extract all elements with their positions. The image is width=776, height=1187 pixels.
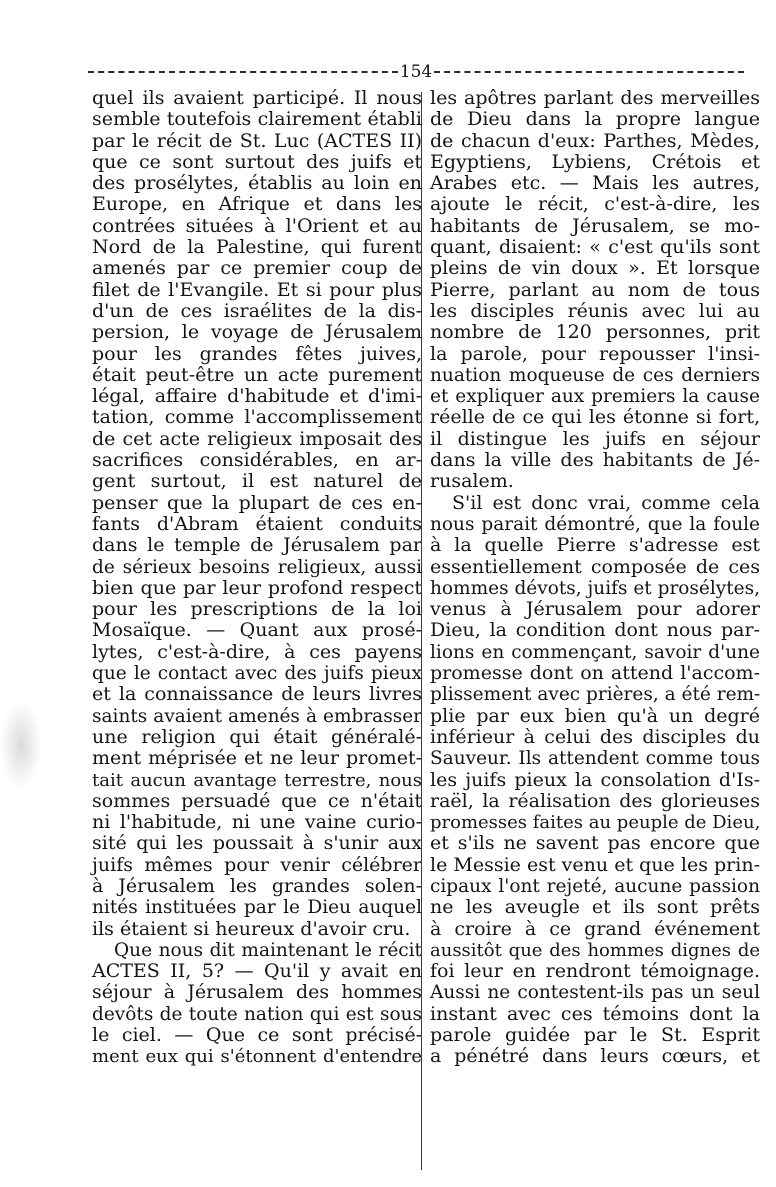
text-line: d'un de ces israélites de la dis- xyxy=(92,299,422,322)
header-rule-left xyxy=(88,71,398,73)
text-line: hommes dévots, juifs et prosélytes, xyxy=(430,577,760,599)
text-line: des prosélytes, établis au loin en xyxy=(92,172,422,195)
text-line: les juifs pieux la consolation d'Is- xyxy=(430,768,760,791)
text-line: aussitôt que des hommes dignes de xyxy=(430,939,760,961)
text-line: habitants de Jérusalem, se mo- xyxy=(430,214,760,237)
text-line: cipaux l'ont rejeté, aucune passion xyxy=(430,875,760,897)
text-line: et s'ils ne savent pas encore que xyxy=(430,832,760,855)
text-line: a pénétré dans leurs cœurs, et xyxy=(430,1045,760,1068)
text-line: sité qui les poussait à s'unir aux xyxy=(92,832,422,855)
text-line: gent surtout, il est naturel de xyxy=(92,470,422,493)
text-line: inférieur à celui des disciples du xyxy=(430,725,760,748)
text-line: par le récit de St. Luc (ACTES II) xyxy=(92,129,422,152)
text-line: nombre de 120 personnes, prit xyxy=(430,321,760,344)
text-line: juifs mêmes pour venir célébrer xyxy=(92,853,422,876)
text-line: penser que la plupart de ces en- xyxy=(92,491,422,514)
text-line: Pierre, parlant au nom de tous xyxy=(430,278,760,301)
text-line: et expliquer aux premiers la cause xyxy=(430,386,760,408)
text-line: de sérieux besoins religieux, aussi xyxy=(92,556,422,578)
text-line: sacrifices considérables, en ar- xyxy=(92,449,422,472)
text-line: pour les grandes fêtes juives, xyxy=(92,342,422,365)
text-line: une religion qui était généralé- xyxy=(92,725,422,748)
text-line: de Dieu dans la propre langue xyxy=(430,108,760,131)
text-line: de chacun d'eux: Parthes, Mèdes, xyxy=(430,129,760,152)
text-line: les apôtres parlant des merveilles xyxy=(430,87,760,109)
text-line: Que nous dit maintenant le récit xyxy=(114,939,422,961)
text-line: pleins de vin doux ». Et lorsque xyxy=(430,257,760,280)
text-line: Europe, en Afrique et dans les xyxy=(92,193,422,216)
text-line: contrées situées à l'Orient et au xyxy=(92,214,422,237)
text-line: de cet acte religieux imposait des xyxy=(92,427,422,450)
text-line: ajoute le récit, c'est-à-dire, les xyxy=(430,193,760,216)
text-line: promesses faites au peuple de Dieu, xyxy=(430,812,761,834)
text-line: nuation moqueuse de ces derniers xyxy=(430,364,760,386)
text-line: quant, disaient: « c'est qu'ils sont xyxy=(430,236,760,259)
left-text-column xyxy=(92,88,422,1068)
text-line: ACTES II, 5? — Qu'il y avait en xyxy=(92,960,422,983)
text-line: à la quelle Pierre s'adresse est xyxy=(430,534,760,557)
text-line: quel ils avaient participé. Il nous xyxy=(92,87,422,109)
text-line: Egyptiens, Lybiens, Crétois et xyxy=(430,150,760,173)
text-line: rusalem. xyxy=(430,470,514,493)
text-line: lytes, c'est-à-dire, à ces payens xyxy=(92,640,422,663)
text-line: foi leur en rendront témoignage. xyxy=(430,960,760,983)
text-line: semble toutefois clairement établi xyxy=(92,108,422,131)
text-line: nous parait démontré, que la foule xyxy=(430,513,760,535)
text-line: à croire à ce grand événement xyxy=(430,917,760,940)
text-line: il distingue les juifs en séjour xyxy=(430,427,760,450)
text-line: bien que par leur profond respect xyxy=(92,576,422,599)
text-line: pour les prescriptions de la loi xyxy=(92,598,422,621)
text-line: dans le temple de Jérusalem par xyxy=(92,534,422,557)
text-line: amenés par ce premier coup de xyxy=(92,257,422,280)
text-line: Arabes etc. — Mais les autres, xyxy=(430,172,760,195)
text-line: ils étaient si heureux d'avoir cru. xyxy=(92,917,411,940)
text-line: que le contact avec des juifs pieux xyxy=(92,663,422,685)
paper-stain xyxy=(0,700,42,790)
text-line: la parole, pour repousser l'insi- xyxy=(430,342,760,365)
text-line: ment eux qui s'étonnent d'entendre xyxy=(92,1046,422,1068)
text-line: parole guidée par le St. Esprit xyxy=(430,1024,760,1047)
text-line: Nord de la Palestine, qui furent xyxy=(92,236,422,259)
column-divider xyxy=(421,92,422,1170)
text-line: devôts de toute nation qui est sous xyxy=(92,1003,422,1025)
text-line: à Jérusalem les grandes solen- xyxy=(92,874,422,897)
text-line: ni l'habitude, ni une vaine curio- xyxy=(92,811,422,834)
page-header xyxy=(88,60,744,84)
text-line: promesse dont on attend l'accom- xyxy=(430,662,760,685)
text-line: était peut-être un acte purement xyxy=(92,363,422,386)
text-line: Mosaïque. — Quant aux prosé- xyxy=(92,619,422,642)
text-line: Aussi ne contestent-ils pas un seul xyxy=(430,982,760,1004)
text-line: saints avaient amenés à embrasser xyxy=(92,705,422,727)
text-line: venus à Jérusalem pour adorer xyxy=(430,598,760,621)
text-line: le ciel. — Que ce sont précisé- xyxy=(92,1024,422,1047)
page-number: 154 xyxy=(399,61,433,82)
header-rule-right xyxy=(434,71,744,73)
text-line: le Messie est venu et que les prin- xyxy=(430,853,760,876)
text-line: séjour à Jérusalem des hommes xyxy=(92,981,422,1004)
text-line: et la connaissance de leurs livres xyxy=(92,683,422,706)
text-line: dans la ville des habitants de Jé- xyxy=(430,449,760,472)
text-line: ne les aveugle et ils sont prêts xyxy=(430,896,760,919)
text-line: essentiellement composée de ces xyxy=(430,555,760,578)
text-line: fants d'Abram étaient conduits xyxy=(92,512,422,535)
text-line: ment méprisée et ne leur promet- xyxy=(92,747,422,770)
text-line: Sauveur. Ils attendent comme tous xyxy=(430,748,760,770)
text-line: S'il est donc vrai, comme cela xyxy=(452,491,760,514)
text-line: instant avec ces témoins dont la xyxy=(430,1002,760,1025)
text-line: tait aucun avantage terrestre, nous xyxy=(92,769,422,791)
text-line: nités instituées par le Dieu auquel xyxy=(92,897,422,919)
right-text-column xyxy=(430,88,760,1068)
text-line: sommes persuadé que ce n'était xyxy=(92,789,422,812)
text-line: plie par eux bien qu'à un degré xyxy=(430,704,760,727)
text-line: les disciples réunis avec lui au xyxy=(430,299,760,322)
text-line: que ce sont surtout des juifs et xyxy=(92,150,422,173)
text-line: filet de l'Evangile. Et si pour plus xyxy=(92,278,422,301)
text-line: raël, la réalisation des glorieuses xyxy=(430,789,760,812)
text-line: plissement avec prières, a été rem- xyxy=(430,684,761,706)
text-line: tation, comme l'accomplissement xyxy=(92,406,422,429)
text-line: persion, le voyage de Jérusalem xyxy=(92,321,422,344)
text-line: Dieu, la condition dont nous par- xyxy=(430,619,760,642)
text-line: lions en commençant, savoir d'une xyxy=(430,641,760,663)
text-line: légal, affaire d'habitude et d'imi- xyxy=(92,385,422,408)
text-line: réelle de ce qui les étonne si fort, xyxy=(430,406,760,429)
